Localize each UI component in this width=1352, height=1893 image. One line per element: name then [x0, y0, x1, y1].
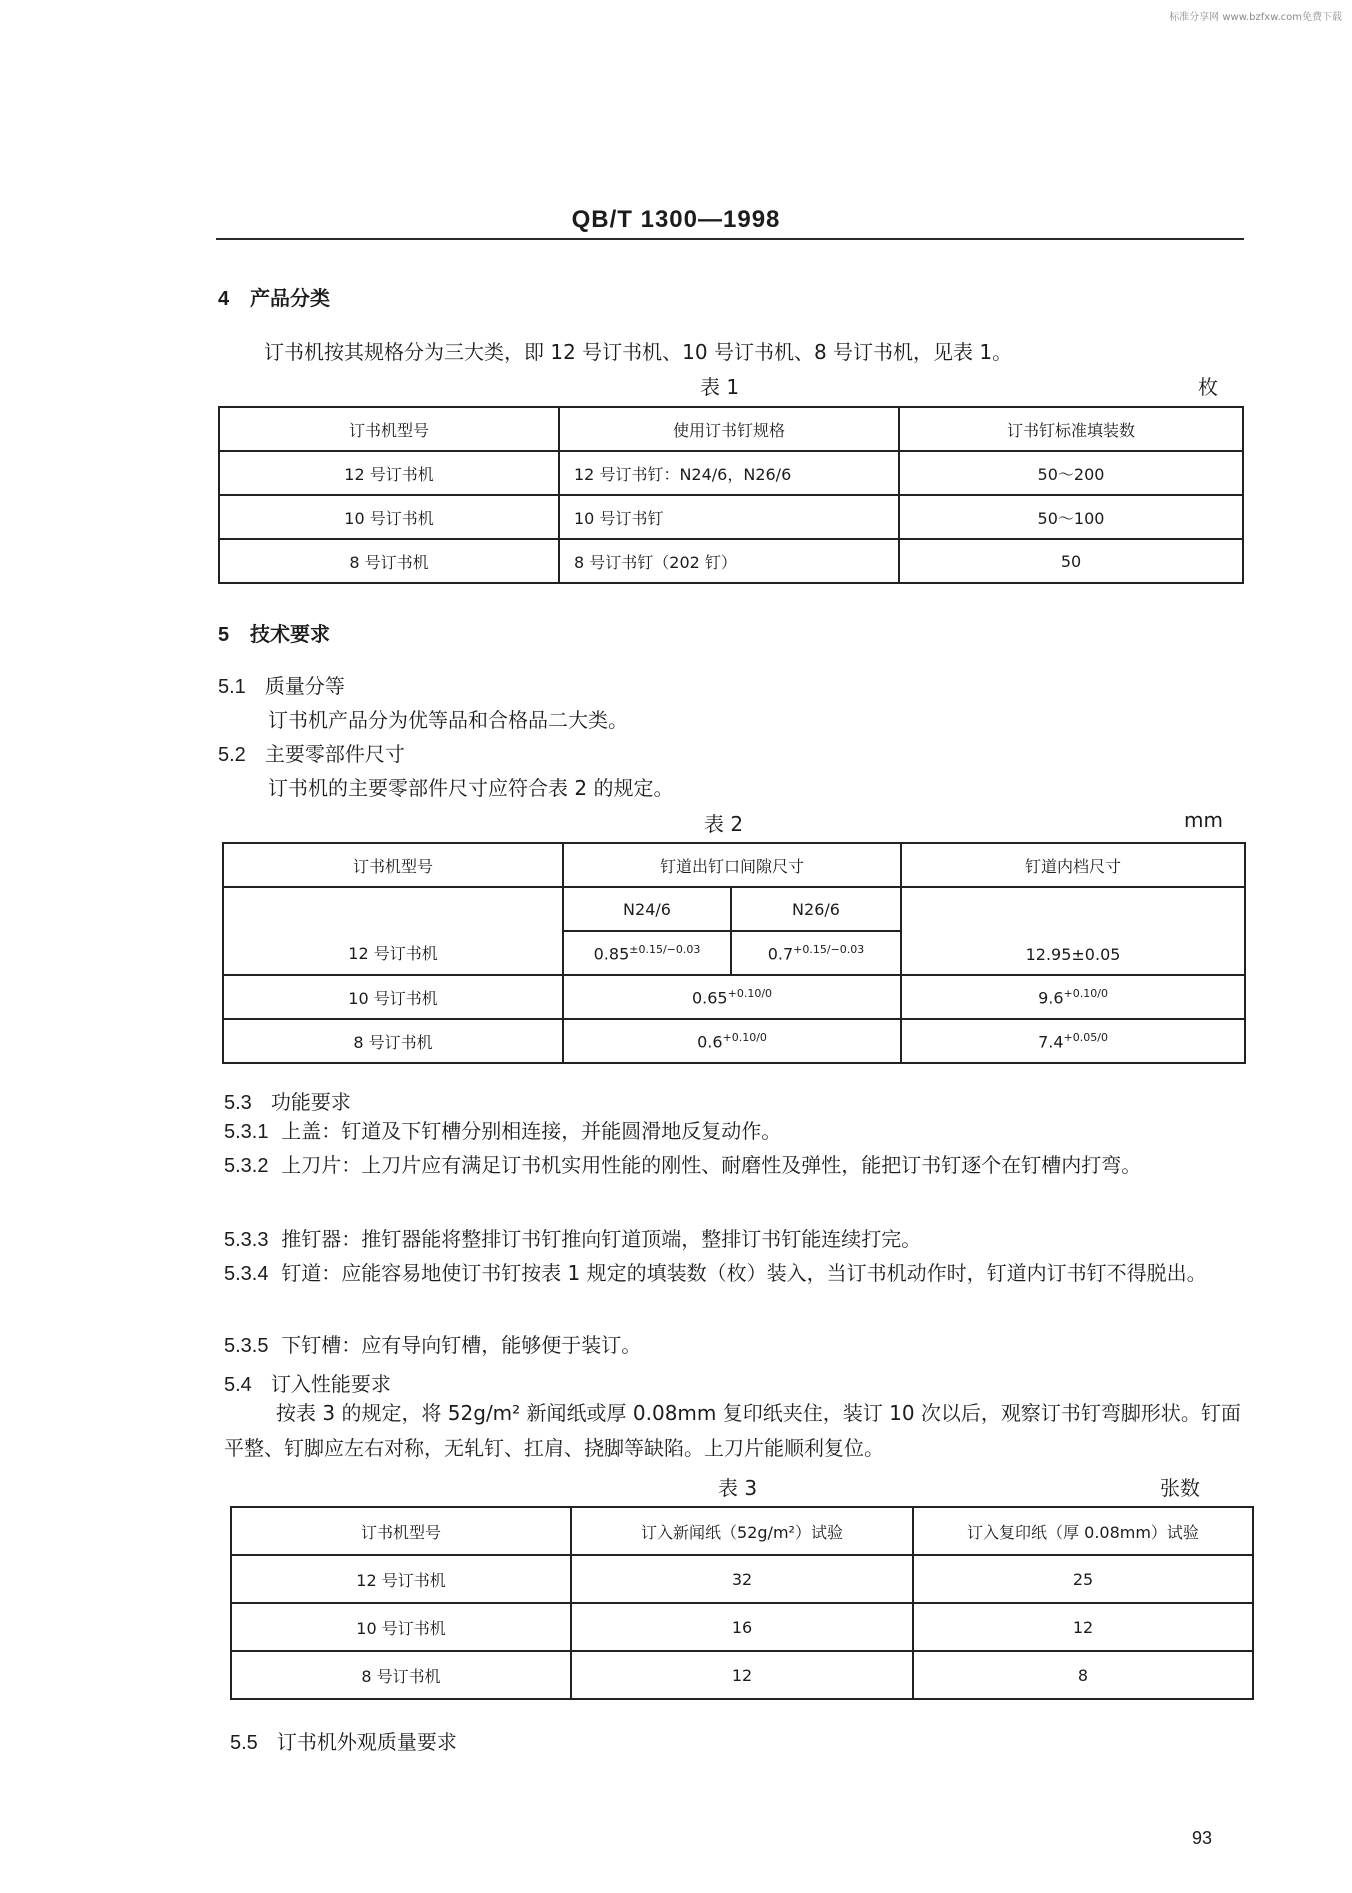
table-cell: 12 号订书机 — [231, 1555, 571, 1603]
table-1-caption: 表 1 — [700, 375, 740, 399]
table-3-header-row — [231, 1507, 1253, 1555]
table-row — [231, 1603, 1253, 1651]
header-rule — [216, 238, 1244, 240]
table-cell: 10 号订书机 — [231, 1603, 571, 1651]
section-5-3-2: 5.3.2 上刀片：上刀片应有满足订书机实用性能的刚性、耐磨性及弹性，能把订书钉逐个在钉槽内打弯。 — [224, 1153, 1142, 1177]
table-header-cell: 钉道出钉口间隙尺寸 — [563, 843, 901, 887]
section-5-2-heading: 5.2 主要零部件尺寸 — [218, 742, 405, 766]
table-header-cell: 订书机型号 — [231, 1507, 571, 1555]
table-1-header-row — [219, 407, 1243, 451]
section-5-3-4: 5.3.4 钉道：应能容易地使订书钉按表 1 规定的填装数（枚）装入，当订书机动作时，钉道内订书钉不得脱出。 — [224, 1261, 1207, 1285]
table-cell: $0.6^{+0.10/0}$ — [563, 1019, 901, 1063]
table-3-unit: 张数 — [1160, 1476, 1200, 1500]
table-cell: 12 号订书钉：N24/6，N26/6 — [559, 451, 899, 495]
table-row — [231, 1555, 1253, 1603]
table-2-subheader-row — [223, 887, 1245, 931]
table-cell: 12 — [571, 1651, 913, 1699]
table-cell: 12 — [913, 1603, 1253, 1651]
table-1 — [218, 406, 1244, 584]
table-row — [223, 975, 1245, 1019]
table-cell: 50 — [899, 539, 1243, 583]
table-cell: $0.65^{+0.10/0}$ — [563, 975, 901, 1019]
table-2 — [222, 842, 1246, 1064]
section-5-4-paragraph: 按表 3 的规定，将 52g/m² 新闻纸或厚 0.08mm 复印纸夹住，装订 10 次以后，观察订书钉弯脚形状。钉面平整、钉脚应左右对称，无轧钉、扛肩、挠脚等缺陷。上刀片能顺利复位。 — [224, 1401, 1241, 1460]
table-cell: 8 号订书钉（202 钉） — [559, 539, 899, 583]
table-header-cell: 订入新闻纸（52g/m²）试验 — [571, 1507, 913, 1555]
table-subheader-cell: N26/6 — [731, 887, 901, 931]
section-5-3-3: 5.3.3 推钉器：推钉器能将整排订书钉推向钉道顶端，整排订书钉能连续打完。 — [224, 1227, 922, 1251]
table-header-cell: 订书机型号 — [223, 843, 563, 887]
table-header-cell: 使用订书钉规格 — [559, 407, 899, 451]
table-header-cell: 订入复印纸（厚 0.08mm）试验 — [913, 1507, 1253, 1555]
table-cell: 10 号订书钉 — [559, 495, 899, 539]
section-5-1-heading: 5.1 质量分等 — [218, 674, 345, 698]
table-cell: 32 — [571, 1555, 913, 1603]
table-row — [223, 1019, 1245, 1063]
table-cell: 10 号订书机 — [223, 975, 563, 1019]
table-cell: 10 号订书机 — [219, 495, 559, 539]
table-row — [219, 495, 1243, 539]
table-cell: 12.95±0.05 — [901, 887, 1245, 975]
section-5-heading: 5 技术要求 — [218, 622, 331, 646]
section-5-3-1: 5.3.1 上盖：钉道及下钉槽分别相连接，并能圆滑地反复动作。 — [224, 1119, 782, 1143]
table-cell: 12 号订书机 — [223, 887, 563, 975]
table-header-cell: 钉道内档尺寸 — [901, 843, 1245, 887]
table-cell: 12 号订书机 — [219, 451, 559, 495]
table-cell: 50～100 — [899, 495, 1243, 539]
table-row — [231, 1651, 1253, 1699]
watermark: 标准分享网 www.bzfxw.com免费下载 — [1169, 12, 1342, 23]
table-3 — [230, 1506, 1254, 1700]
table-cell: 16 — [571, 1603, 913, 1651]
table-row — [219, 539, 1243, 583]
table-cell: 8 — [913, 1651, 1253, 1699]
section-5-3-5: 5.3.5 下钉槽：应有导向钉槽，能够便于装订。 — [224, 1333, 642, 1357]
table-header-cell: 订书机型号 — [219, 407, 559, 451]
table-cell: $9.6^{+0.10/0}$ — [901, 975, 1245, 1019]
section-4-heading: 4 产品分类 — [218, 286, 331, 310]
table-cell: 25 — [913, 1555, 1253, 1603]
table-subheader-cell: N24/6 — [563, 887, 731, 931]
table-header-cell: 订书钉标准填装数 — [899, 407, 1243, 451]
standard-code: QB/T 1300—1998 — [571, 206, 781, 233]
table-cell: 8 号订书机 — [231, 1651, 571, 1699]
table-cell: 50～200 — [899, 451, 1243, 495]
table-row — [219, 451, 1243, 495]
table-cell: 8 号订书机 — [219, 539, 559, 583]
section-5-4-heading: 5.4 订入性能要求 — [224, 1372, 391, 1396]
table-1-unit: 枚 — [1198, 375, 1218, 399]
table-2-caption: 表 2 — [704, 812, 744, 836]
table-2-unit: mm — [1184, 808, 1223, 832]
table-cell: $0.7^{+0.15/-0.03}$ — [731, 931, 901, 975]
table-cell: 8 号订书机 — [223, 1019, 563, 1063]
section-4-paragraph: 订书机按其规格分为三大类，即 12 号订书机、10 号订书机、8 号订书机，见表 1。 — [264, 340, 1013, 364]
section-5-5-heading: 5.5 订书机外观质量要求 — [230, 1730, 457, 1754]
table-cell: $0.85^{\pm 0.15/-0.03}$ — [563, 931, 731, 975]
section-5-2-paragraph: 订书机的主要零部件尺寸应符合表 2 的规定。 — [268, 776, 674, 800]
table-2-header-row — [223, 843, 1245, 887]
page-number: 93 — [1192, 1828, 1213, 1848]
table-cell: $7.4^{+0.05/0}$ — [901, 1019, 1245, 1063]
table-3-caption: 表 3 — [718, 1476, 758, 1500]
section-5-3-heading: 5.3 功能要求 — [224, 1090, 351, 1114]
section-5-1-paragraph: 订书机产品分为优等品和合格品二大类。 — [268, 708, 628, 732]
